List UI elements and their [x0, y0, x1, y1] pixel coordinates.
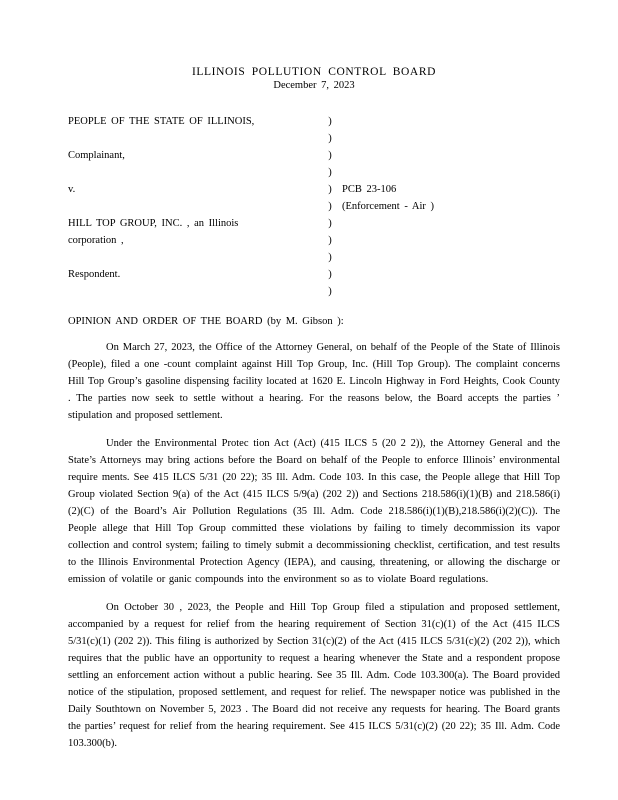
- caption-party: HILL TOP GROUP, INC. , an Illinois: [68, 218, 239, 229]
- paragraph-background: On March 27, 2023, the Office of the Attorney General, on behalf of the People of the State of Illinois (People), filed a one -count complaint against Hill Top Group, Inc. (Hill Top Group). The complaint concerns Hill Top Group’s gasoline dispensing facility located at 1620 E. Lincoln Highway in Ford Heights, Cook County . The parties now seek to settle without a hearing. For the reasons below, the Board accepts the parties ’ stipulation and proposed settlement.: [68, 342, 560, 421]
- caption-party: corporation ,: [68, 235, 124, 246]
- caption-party: [68, 198, 318, 215]
- caption-detail: [342, 147, 560, 164]
- caption-paren: ): [328, 286, 332, 297]
- caption-detail: [342, 266, 560, 283]
- caption-paren: ): [328, 133, 332, 144]
- caption-row: [68, 198, 560, 215]
- caption-row: [68, 232, 560, 249]
- caption-paren: ): [328, 269, 332, 280]
- case-type: (Enforcement - Air ): [342, 201, 435, 212]
- caption-detail: [342, 113, 560, 130]
- caption-party: [68, 249, 318, 266]
- caption-detail: [342, 164, 560, 181]
- filing-date: December 7, 2023: [273, 80, 355, 91]
- caption-party: [68, 130, 318, 147]
- caption-party: Respondent.: [68, 269, 121, 280]
- opinion-heading: OPINION AND ORDER OF THE BOARD (by M. Gibson ):: [68, 316, 344, 327]
- caption-detail: [342, 283, 560, 300]
- caption-detail: [342, 130, 560, 147]
- caption-detail: [342, 249, 560, 266]
- caption-paren: ): [328, 184, 332, 195]
- caption-paren: ): [328, 235, 332, 246]
- caption-paren: ): [328, 218, 332, 229]
- caption-row: [68, 215, 560, 232]
- caption-party: Complainant,: [68, 150, 125, 161]
- caption-row: [68, 147, 560, 164]
- caption-party: [68, 164, 318, 181]
- page-title: ILLINOIS POLLUTION CONTROL BOARD: [191, 66, 437, 78]
- caption-party: PEOPLE OF THE STATE OF ILLINOIS,: [68, 116, 255, 127]
- caption-row: [68, 181, 560, 198]
- caption-row: [68, 283, 560, 300]
- case-caption: [68, 113, 560, 300]
- caption-detail: [342, 215, 560, 232]
- caption-row: [68, 130, 560, 147]
- caption-party: [68, 283, 318, 300]
- caption-detail: [342, 232, 560, 249]
- caption-paren: ): [328, 201, 332, 212]
- caption-row: [68, 113, 560, 130]
- caption-paren: ): [328, 116, 332, 127]
- caption-paren: ): [328, 167, 332, 178]
- caption-row: [68, 266, 560, 283]
- paragraph-stipulation: On October 30 , 2023, the People and Hill Top Group filed a stipulation and proposed settlement, accompanied by a request for relief from the hearing requirement of Section 31(c)(1) of the Act (415 ILCS 5/31(c)(1) (202 2)). This filing is authorized by Section 31(c)(2) of the Act (415 ILCS 5/31(c)(2) (202 2)), which requires that the public have an opportunity to request a hearing whenever the State and a respondent propose settling an enforcement action without a public hearing. See 35 Ill. Adm. Code 103.300(a). The Board provided notice of the stipulation, proposed settlement, and request for relief. The newspaper notice was published in the Daily Southtown on November 5, 2023 . The Board did not receive any requests for hearing. The Board grants the parties’ request for relief from the hearing requirement. See 415 ILCS 5/31(c)(2) (20 22); 35 Ill. Adm. Code 103.300(b).: [68, 602, 560, 749]
- caption-paren: ): [328, 150, 332, 161]
- case-number: PCB 23-106: [342, 184, 397, 195]
- caption-party: v.: [68, 184, 76, 195]
- paragraph-statutory-authority: Under the Environmental Protec tion Act (Act) (415 ILCS 5 (20 2 2)), the Attorney General and the State’s Attorneys may bring actions before the Board on behalf of the People to enforce Illinois’ environmental require ments. See 415 ILCS 5/31 (20 22); 35 Ill. Adm. Code 103. In this case, the People allege that Hill Top Group violated Section 9(a) of the Act (415 ILCS 5/9(a) (202 2)) and Sections 218.586(i)(1)(B) and 218.586(i)(2)(C) of the Board’s Air Pollution Regulations (35 Ill. Adm. Code 218.586(i)(1)(B),218.586(i)(2)(C)). The People allege that Hill Top Group committed these violations by failing to timely decommission its vapor collection and control system; failing to timely submit a decommissioning checklist, certification, and test results to the Illinois Environmental Protection Agency (IEPA), and causing, threatening, or allowing the discharge or emission of volatile or ganic compounds into the environment so as to violate Board regulations.: [68, 438, 560, 585]
- caption-paren: ): [328, 252, 332, 263]
- caption-row: [68, 249, 560, 266]
- caption-row: [68, 164, 560, 181]
